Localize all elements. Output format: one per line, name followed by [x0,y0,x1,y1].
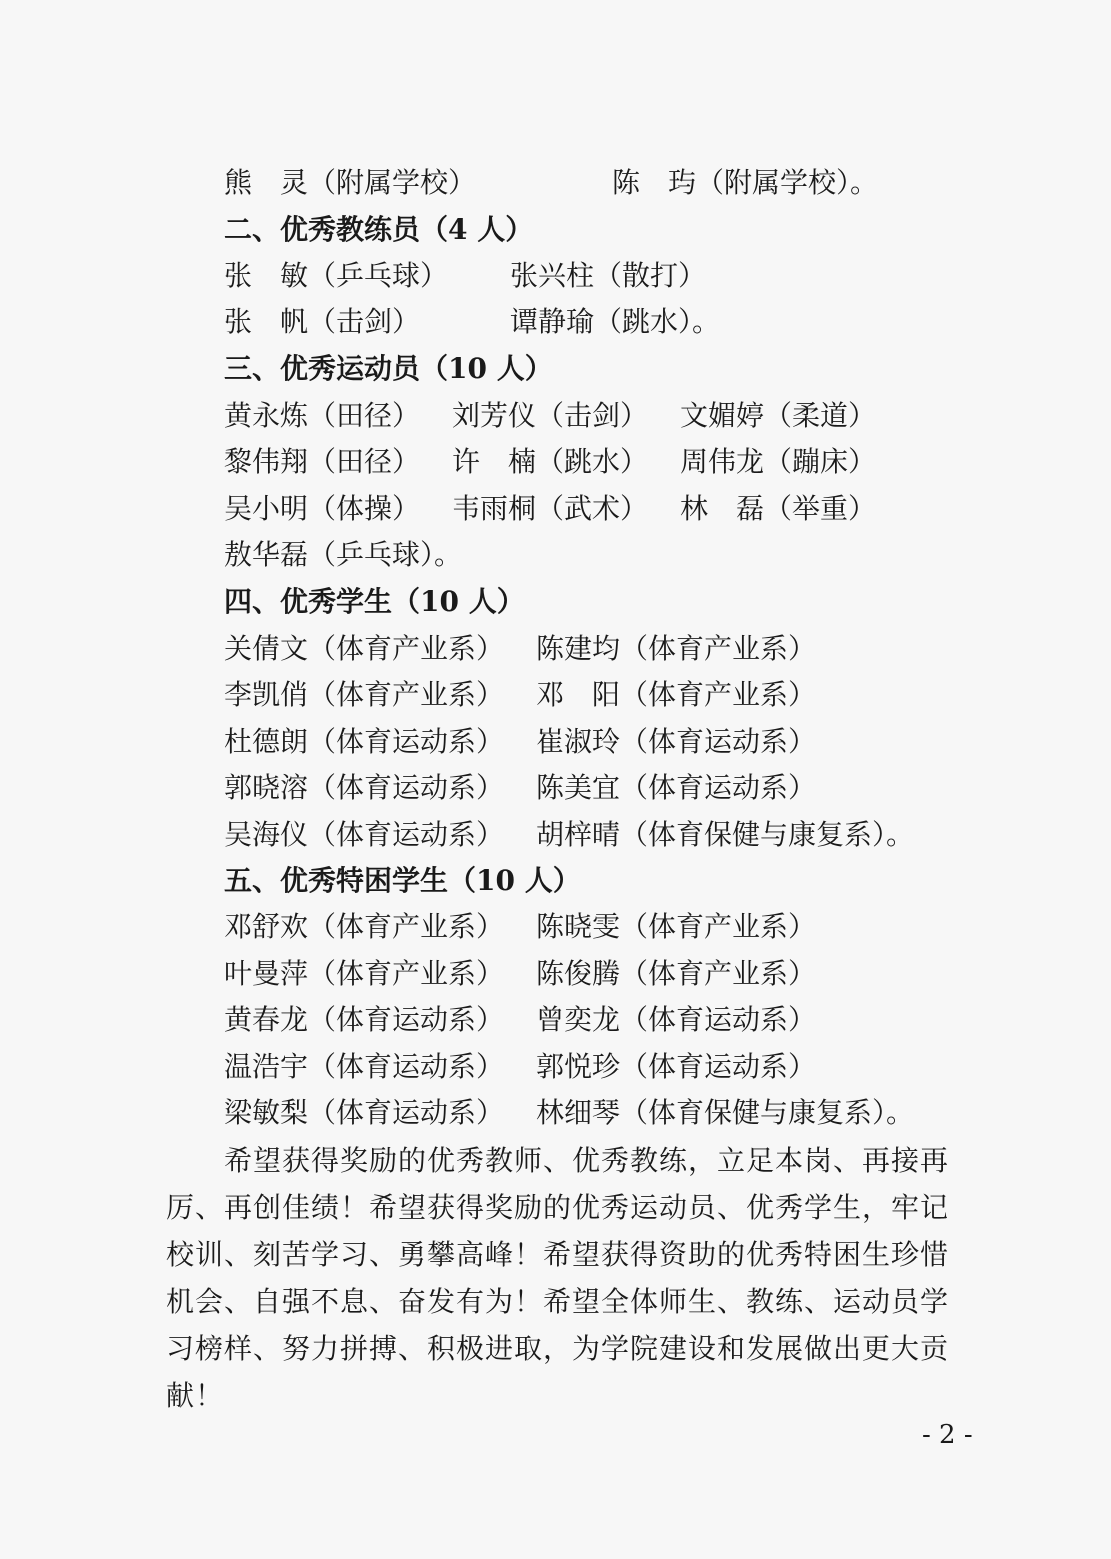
name-entry: 曾奕龙（体育运动系） [536,1003,817,1036]
name-entry: 温浩宇（体育运动系） [224,1050,505,1083]
name-entry: 黄永炼（田径） [224,399,421,432]
name-entry: 刘芳仪（击剑） [452,399,649,432]
name-entry: 叶曼萍（体育产业系） [224,957,505,990]
name-entry: 胡梓晴（体育保健与康复系）。 [536,818,915,851]
name-entry: 邓 阳（体育产业系） [536,678,817,711]
name-entry: 许 楠（跳水） [452,445,649,478]
name-entry: 敖华磊（乒乓球）。 [224,538,463,571]
name-entry: 谭静瑜（跳水）。 [510,305,721,338]
name-entry: 张 帆（击剑） [224,305,421,338]
name-entry: 周伟龙（蹦床） [680,445,877,478]
name-entry: 林细琴（体育保健与康复系）。 [536,1096,915,1129]
name-entry: 吴海仪（体育运动系） [224,818,505,851]
name-entry: 文媚婷（柔道） [680,399,877,432]
name-entry: 梁敏梨（体育运动系） [224,1096,505,1129]
name-entry: 郭晓溶（体育运动系） [224,771,505,804]
name-entry: 陈晓雯（体育产业系） [536,910,817,943]
section-heading-athletes: 三、优秀运动员（10 人） [224,352,553,385]
name-entry: 关倩文（体育产业系） [224,632,505,665]
name-entry: 熊 灵（附属学校） [224,166,477,199]
name-entry: 吴小明（体操） [224,492,421,525]
name-entry: 李凯俏（体育产业系） [224,678,505,711]
name-entry: 邓舒欢（体育产业系） [224,910,505,943]
page-number: - 2 - [922,1420,973,1450]
section-heading-needy-students: 五、优秀特困学生（10 人） [224,864,581,897]
name-entry: 陈建均（体育产业系） [536,632,817,665]
name-entry: 黎伟翔（田径） [224,445,421,478]
name-entry: 韦雨桐（武术） [452,492,649,525]
name-entry: 郭悦珍（体育运动系） [536,1050,817,1083]
section-heading-students: 四、优秀学生（10 人） [224,585,525,618]
name-entry: 陈 玙（附属学校）。 [612,166,879,199]
name-entry: 林 磊（举重） [680,492,877,525]
section-heading-coaches: 二、优秀教练员（4 人） [224,213,534,246]
name-entry: 杜德朗（体育运动系） [224,725,505,758]
name-entry: 陈美宜（体育运动系） [536,771,817,804]
name-entry: 崔淑玲（体育运动系） [536,725,817,758]
name-entry: 黄春龙（体育运动系） [224,1003,505,1036]
closing-paragraph: 希望获得奖励的优秀教师、优秀教练，立足本岗、再接再厉、再创佳绩！希望获得奖励的优秀运动员、优秀学生，牢记校训、刻苦学习、勇攀高峰！希望获得资助的优秀特困生珍惜机会、自强不息、奋发有为！希望全体师生、教练、运动员学习榜样、努力拼搏、积极进取，为学院建设和发展做出更大贡献！ [166,1144,950,1412]
name-entry: 张 敏（乒乓球） [224,259,449,292]
name-entry: 张兴柱（散打） [510,259,707,292]
name-entry: 陈俊腾（体育产业系） [536,957,817,990]
